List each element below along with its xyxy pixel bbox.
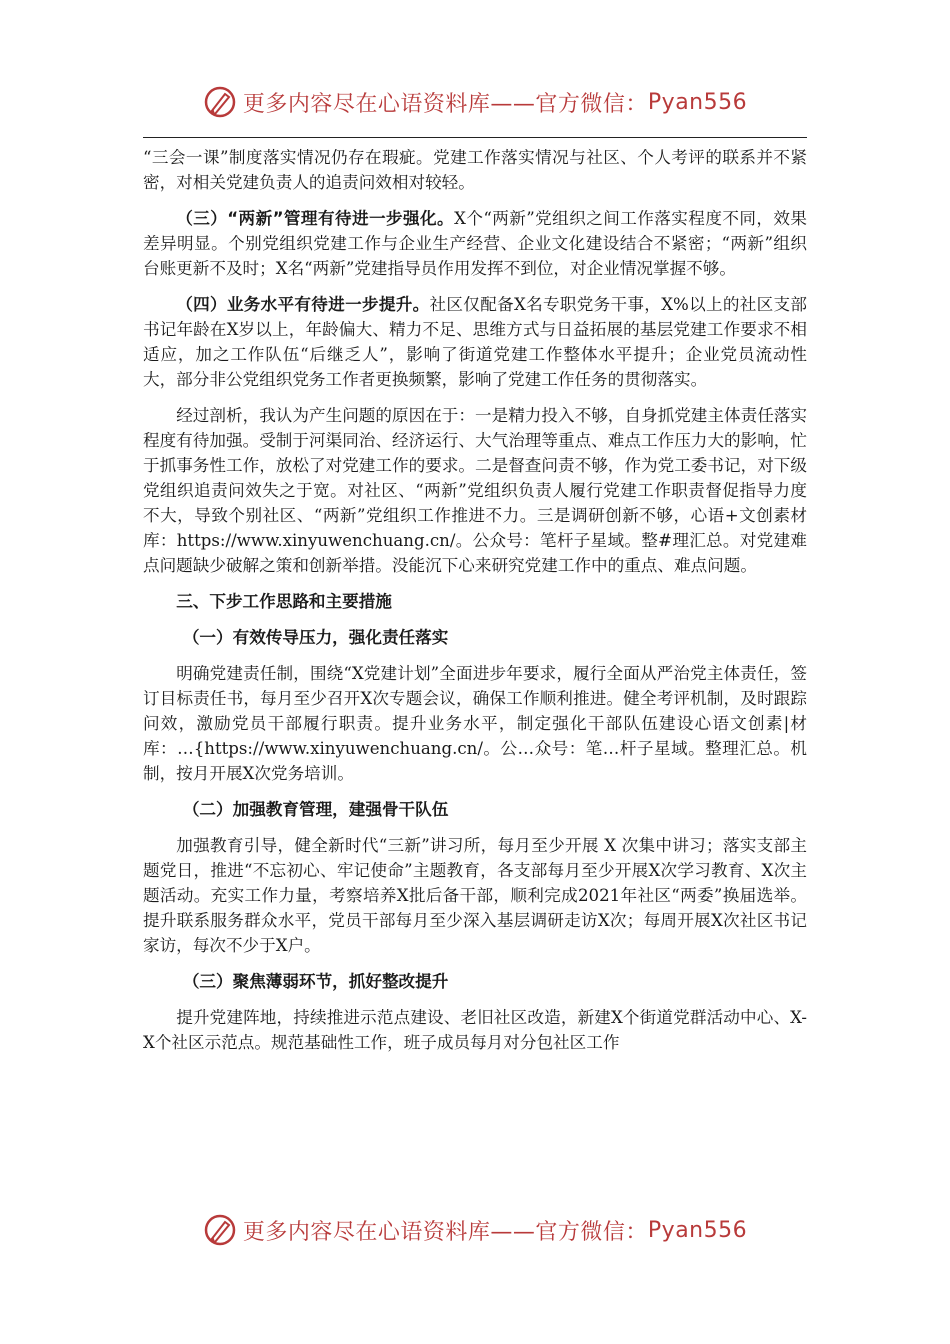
pen-logo-icon xyxy=(203,85,237,119)
paragraph-heading: （三）“两新”管理有待进一步强化。 xyxy=(176,209,455,228)
header-banner xyxy=(0,85,950,119)
subsection-heading: （二）加强教育管理，建强骨干队伍 xyxy=(182,800,449,819)
paragraph-heading: （四）业务水平有待进一步提升。 xyxy=(176,295,430,314)
banner-text: 更多内容尽在心语资料库——官方微信： xyxy=(242,91,648,117)
subsection-heading: （三）聚焦薄弱环节，抓好整改提升 xyxy=(182,972,449,991)
paragraph: 经过剖析，我认为产生问题的原因在于：一是精力投入不够，自身抓党建主体责任落实程度有待加强。受制于河渠同治、经济运行、大气治理等重点、难点工作压力大的影响，忙于抓事务性工作，放松了对党建工作的要求。二是督查问责不够，作为党工委书记，对下级党组织追责问效失之于宽。对社区、“两新”党组织负责人履行党建工作职责督促指导力度不大，导致个别社区、“两新”党组织工作推进不力。三是调研创新不够，心语+文创素材库：https://www.xinyuwenchuang.cn/。公众号：笔杆子星域。整#理汇总。对党建难点问题缺少破解之策和创新举措。没能沉下心来研究党建工作中的重点、难点问题。 xyxy=(143,406,807,575)
banner-text: 更多内容尽在心语资料库——官方微信： xyxy=(242,1219,648,1245)
pen-logo-icon xyxy=(203,1213,237,1247)
paragraph: 明确党建责任制，围绕“X党建计划”全面进步年要求，履行全面从严治党主体责任，签订目标责任书，每月至少召开X次专题会议，确保工作顺利推进。健全考评机制，及时跟踪问效，激励党员干部履行职责。提升业务水平，制定强化干部队伍建设心语文创素|材库：…{https://www.xinyuwenchuang.cn/。公…众号：笔…杆子星域。整理汇总。机制，按月开展X次党务培训。 xyxy=(143,664,807,783)
paragraph: “三会一课”制度落实情况仍存在瑕疵。党建工作落实情况与社区、个人考评的联系并不紧密，对相关党建负责人的追责问效相对较轻。 xyxy=(143,148,807,192)
banner-wechat-id: Pyan556 xyxy=(647,89,748,115)
section-heading: 三、下步工作思路和主要措施 xyxy=(176,592,392,611)
paragraph-body: 社区仅配备X名专职党务干事，X%以上的社区支部书记年龄在X岁以上，年龄偏大、精力不足、思维方式与日益拓展的基层党建工作要求不相适应，加之工作队伍“后继乏人”，影响了街道党建工作整体水平提升；企业党员流动性大，部分非公党组织党务工作者更换频繁，影响了党建工作任务的贯彻落实。 xyxy=(143,295,807,389)
paragraph: 提升党建阵地，持续推进示范点建设、老旧社区改造，新建X个街道党群活动中心、X-X个社区示范点。规范基础性工作，班子成员每月对分包社区工作 xyxy=(143,1008,807,1052)
banner-wechat-id: Pyan556 xyxy=(647,1217,748,1243)
footer-banner xyxy=(0,1213,950,1247)
subsection-heading: （一）有效传导压力，强化责任落实 xyxy=(182,628,449,647)
paragraph xyxy=(143,292,807,392)
paragraph: 加强教育引导，健全新时代“三新”讲习所，每月至少开展 X 次集中讲习；落实支部主题党日，推进“不忘初心、牢记使命”主题教育，各支部每月至少开展X次学习教育、X次主题活动。充实工作力量，考察培养X批后备干部，顺利完成2021年社区“两委”换届选举。提升联系服务群众水平，党员干部每月至少深入基层调研走访X次；每周开展X次社区书记家访，每次不少于X户。 xyxy=(143,836,807,955)
paragraph xyxy=(143,206,807,281)
header-divider xyxy=(143,137,807,138)
paragraph-body: X个“两新”党组织之间工作落实程度不同，效果差异明显。个别党组织党建工作与企业生产经营、企业文化建设结合不紧密；“两新”组织台账更新不及时；X名“两新”党建指导员作用发挥不到位，对企业情况掌握不够。 xyxy=(143,209,807,278)
document-body xyxy=(143,145,807,1066)
